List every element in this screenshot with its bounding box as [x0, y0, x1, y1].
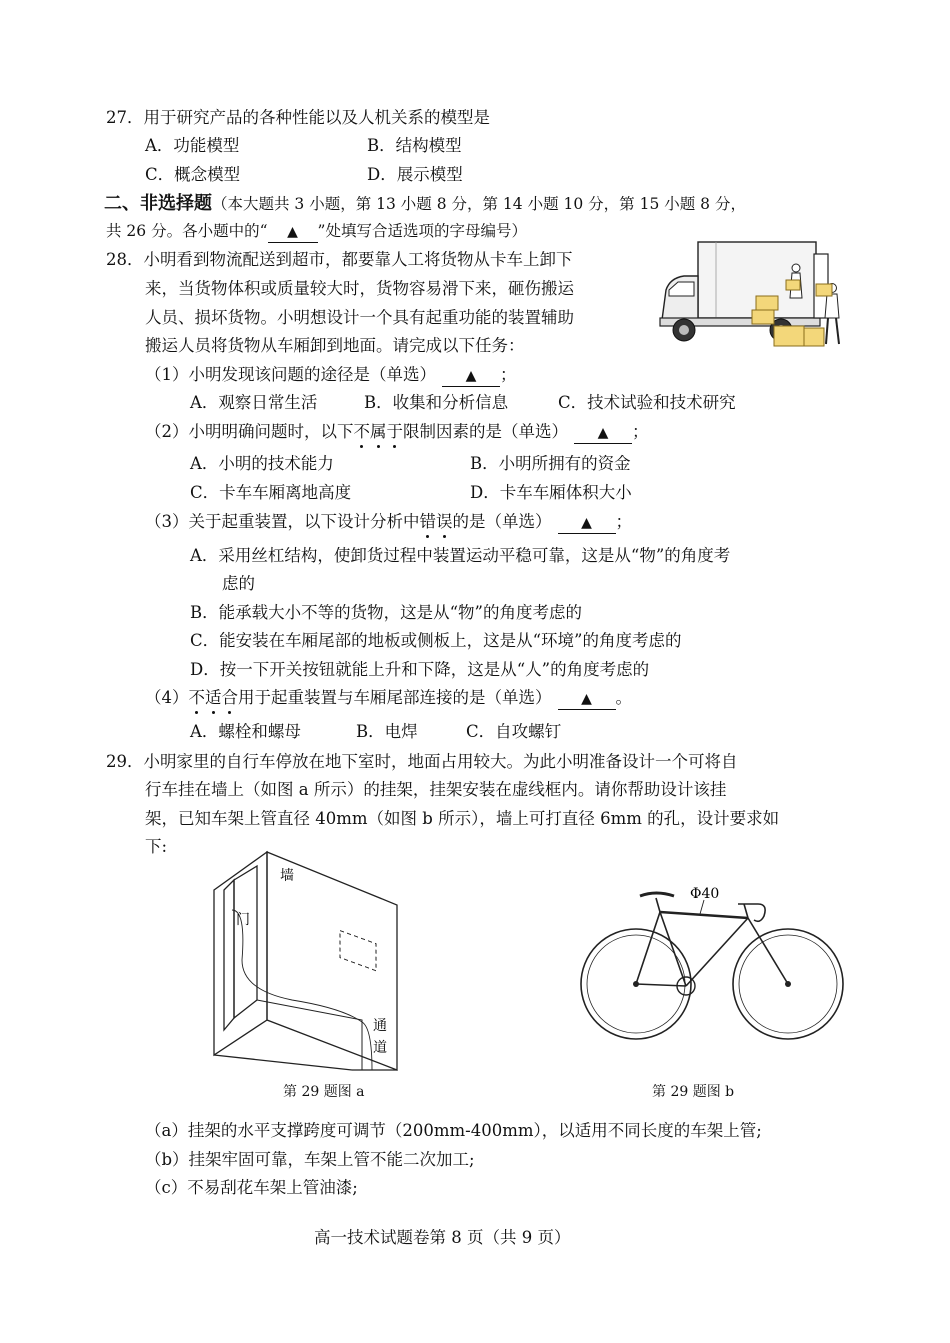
q27-option-c: C．概念模型 [145, 165, 241, 184]
q28-sub2-emph-1: 不 [353, 422, 370, 441]
q28-sub3-option-d: D．按一下开关按钮就能上升和下降，这是从“人”的角度考虑的 [190, 660, 650, 679]
truck-unloading-illustration [656, 240, 848, 352]
section2-blank: ▲ [268, 222, 318, 243]
fig29a-wall-diagram [212, 850, 412, 1075]
q28-sub3-option-a-line2: 虑的 [222, 574, 255, 593]
q28-sub3: （3）关于起重装置，以下设计分析中错误的是（单选） ▲ ； [145, 510, 632, 534]
q28-sub3-blank: ▲ [558, 513, 616, 534]
fig29b-bicycle-diagram [578, 882, 850, 1052]
q28-sub4-post: 用于起重装置与车厢尾部连接的是（单选） [238, 688, 552, 707]
q28-sub4-emph-1: 不 [188, 688, 205, 707]
q28-sub4-option-a: A．螺栓和螺母 [190, 722, 301, 741]
q28-sub4-option-c: C．自攻螺钉 [466, 722, 562, 741]
q28-sub1-option-c: C．技术试验和技术研究 [558, 393, 736, 412]
q28-sub4: （4）不适合用于起重装置与车厢尾部连接的是（单选） ▲ 。 [145, 686, 632, 710]
q28-sub2: （2）小明明确问题时，以下不属于限制因素的是（单选） ▲ ； [145, 420, 649, 444]
q28-sub4-pre: （4） [145, 688, 189, 707]
q28-sub1-option-b: B．收集和分析信息 [364, 393, 509, 412]
fig29a-caption: 第 29 题图 a [283, 1084, 365, 1100]
q28-sub2-option-c: C．卡车车厢离地高度 [190, 483, 352, 502]
section2-desc2-pre: 共 26 分。各小题中的“ [106, 222, 268, 240]
fig29a-label-passage-2: 道 [373, 1040, 387, 1056]
q28-sub1-blank: ▲ [442, 366, 500, 387]
q29-req-a: （a）挂架的水平支撑跨度可调节（200mm-400mm），以适用不同长度的车架上管; [145, 1121, 762, 1140]
q28-sub3-emph-2: 误 [436, 512, 453, 531]
q28-sub4-blank: ▲ [558, 689, 616, 710]
q28-sub2-emph-2: 属 [370, 422, 387, 441]
top-tube [660, 912, 748, 918]
q29-req-c: （c）不易刮花车架上管油漆; [145, 1178, 358, 1197]
section2-header [104, 192, 746, 216]
fig29a-label-passage-1: 通 [373, 1018, 387, 1034]
q28-line4: 搬运人员将货物从车厢卸到地面。请完成以下任务： [145, 336, 525, 355]
fig29b-caption: 第 29 题图 b [652, 1084, 735, 1100]
q28-sub3-option-c: C．能安装在车厢尾部的地板或侧板上，这是从“环境”的角度考虑的 [190, 631, 682, 650]
q28-line1: 28．小明看到物流配送到超市，都要靠人工将货物从卡车上卸下 [106, 250, 573, 269]
q28-sub4-emph-2: 适 [205, 688, 222, 707]
q28-sub3-post: 的是（单选） [452, 512, 552, 531]
section2-desc2-post: ”处填写合适选项的字母编号） [317, 222, 527, 240]
q28-sub1-option-a: A．观察日常生活 [190, 393, 318, 412]
section2-title: 二、非选择题 [104, 193, 212, 214]
q28-sub3-pre: （3）关于起重装置，以下设计分析中 [145, 512, 420, 531]
q27-option-b: B．结构模型 [367, 136, 462, 155]
q28-sub3-option-b: B．能承载大小不等的货物，这是从“物”的角度考虑的 [190, 603, 582, 622]
q27-stem: 27．用于研究产品的各种性能以及人机关系的模型是 [106, 108, 490, 127]
q29-line2: 行车挂在墙上（如图 a 所示）的挂架，挂架安装在虚线框内。请你帮助设计该挂 [145, 780, 727, 799]
q29-line3: 架，已知车架上管直径 40mm（如图 b 所示），墙上可打直径 6mm 的孔，设计要求如 [145, 809, 780, 828]
q28-line3: 人员、损坏货物。小明想设计一个具有起重功能的装置辅助 [145, 308, 574, 327]
q28-sub2-option-a: A．小明的技术能力 [190, 454, 334, 473]
q29-line4: 下: [145, 837, 168, 856]
q29-line1: 29．小明家里的自行车停放在地下室时，地面占用较大。为此小明准备设计一个可将自 [106, 752, 738, 771]
q28-sub3-emph-1: 错 [419, 512, 436, 531]
q27-option-d: D．展示模型 [367, 165, 463, 184]
q28-sub2-option-b: B．小明所拥有的资金 [470, 454, 631, 473]
q29-req-b: （b）挂架牢固可靠，车架上管不能二次加工; [145, 1150, 475, 1169]
fig29a-label-wall: 墙 [280, 868, 294, 884]
q28-line2: 来，当货物体积或质量较大时，货物容易滑下来，砸伤搬运 [145, 279, 574, 298]
section2-desc2 [106, 219, 527, 243]
q27-option-a: A．功能模型 [145, 136, 240, 155]
q28-sub2-option-d: D．卡车车厢体积大小 [470, 483, 632, 502]
q28-sub1-text: （1）小明发现该问题的途径是（单选） [145, 365, 436, 384]
q28-sub2-emph-3: 于 [386, 422, 403, 441]
q28-sub2-post: 限制因素的是（单选） [403, 422, 568, 441]
fig29a-label-door: 门 [236, 912, 250, 928]
q28-sub2-pre: （2）小明明确问题时，以下 [145, 422, 354, 441]
q28-sub2-blank: ▲ [574, 423, 632, 444]
q28-sub3-option-a-line1: A．采用丝杠结构，使卸货过程中装置运动平稳可靠，这是从“物”的角度考 [190, 546, 731, 565]
q28-sub4-emph-3: 合 [221, 688, 238, 707]
q28-sub4-option-b: B．电焊 [356, 722, 418, 741]
fig29a-dashed-mount-area [340, 931, 376, 971]
section2-desc1: （本大题共 3 小题，第 13 小题 8 分，第 14 小题 10 分，第 15 小题 8 分， [212, 195, 746, 213]
fig29b-label-diameter: Φ40 [690, 886, 720, 902]
page-footer: 高一技术试题卷第 8 页（共 9 页） [314, 1228, 571, 1247]
q28-sub1: （1）小明发现该问题的途径是（单选） ▲ ； [145, 363, 517, 387]
